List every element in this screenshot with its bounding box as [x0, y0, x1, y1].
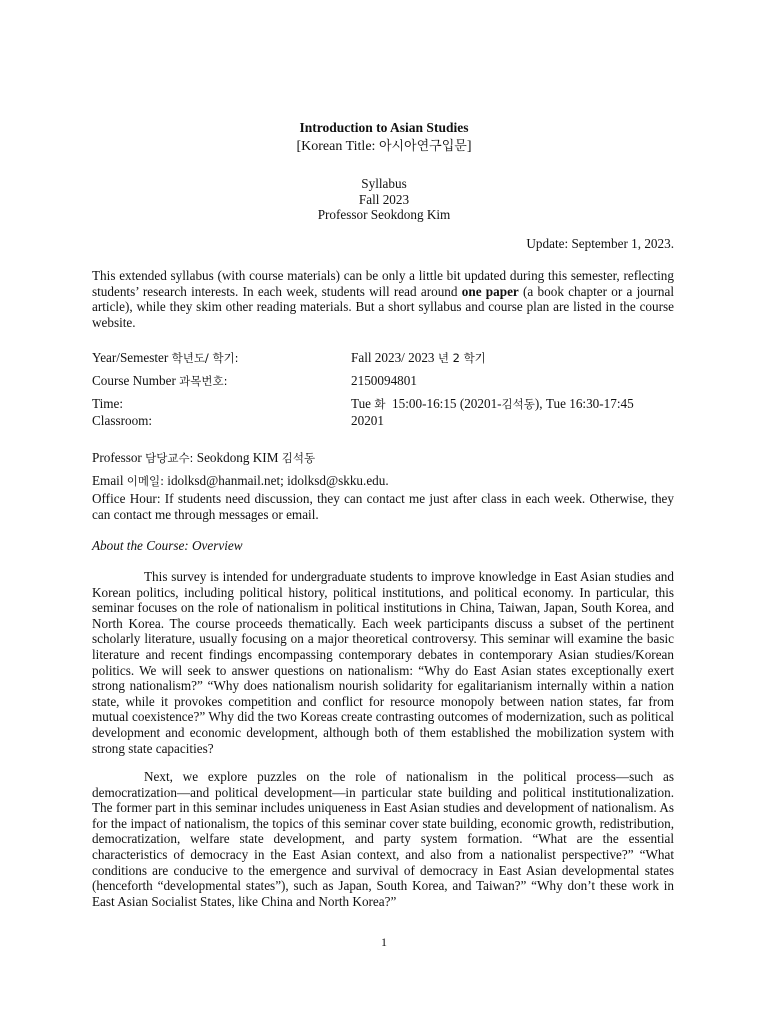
course-label-en: Course Number — [92, 373, 176, 388]
year-value — [351, 350, 486, 367]
paragraph-2-text: Next, we explore puzzles on the role of nationalism in the political process—such as democratization—and political development—in particular state building and political institutionalization. The former part in this seminar includes uniqueness in East Asian studies and development of nationalism. As for the impact of nationalism, the topics of this seminar cover state building, economic growth, redistribution, democratization, welfare state development, and party system formation. “What are the essential characteristics of democracy in the East Asian context, and also from a nationalist perspective?” “What conditions are conducive to the emergence and survival of democracy in East Asian developmental states (henceforth “developmental states”), such as Japan, South Korea, and Taiwan?” “Why don’t these work in East Asian Socialist States, like China and North Korea?” — [92, 769, 674, 909]
korean-title — [0, 139, 768, 155]
professor-line-name: Seokdong KIM — [196, 450, 279, 465]
time-value — [351, 396, 634, 413]
year-value-en: Fall 2023/ 2023 — [351, 350, 435, 365]
intro-text-a: This extended syllabus (with course materials) can be only a little bit updated during this semester, reflecting students’ research interests. In each week, students will read around — [92, 268, 674, 299]
about-heading: About the Course: Overview — [92, 538, 243, 553]
time-value-kr2: 김석동 — [501, 397, 535, 411]
overview-paragraph-1 — [92, 569, 674, 756]
email-value: idolksd@hanmail.net; idolksd@skku.edu. — [167, 473, 389, 488]
year-label-kr: 학년도/ 학기: — [171, 351, 239, 365]
syllabus-label: Syllabus — [361, 176, 407, 191]
professor-line-name-kr: 김석동 — [281, 451, 316, 465]
professor-label: Professor Seokdong Kim — [317, 207, 451, 222]
office-hour: Office Hour: If students need discussion, they can contact me just after class in each week. Otherwise, they can contact me through messages or email. — [92, 491, 674, 522]
course-title: Introduction to Asian Studies — [299, 120, 469, 135]
email-line — [92, 473, 389, 490]
time-value-c: ), Tue 16:30-17:45 — [534, 396, 634, 411]
year-label — [92, 350, 239, 367]
email-label: Email — [92, 473, 124, 488]
course-label — [92, 373, 227, 390]
intro-bold: one paper — [461, 283, 519, 299]
time-label: Time: — [92, 396, 124, 411]
classroom-value: 20201 — [351, 413, 384, 428]
professor-line — [92, 450, 315, 467]
course-label-kr: 과목번호: — [179, 374, 228, 388]
classroom-label: Classroom: — [92, 413, 153, 428]
intro-text-b: (a book chapter or a journal article), while they skim other reading materials. But a short syllabus and course plan are listed in the course website. — [92, 283, 674, 330]
intro-paragraph — [92, 268, 674, 330]
korean-title-prefix: [Korean Title: — [296, 139, 379, 154]
korean-title-text: 아시아연구입문 — [378, 139, 467, 154]
korean-title-suffix: ] — [466, 139, 472, 154]
paragraph-1-text: This survey is intended for undergraduate students to improve knowledge in East Asian studies and Korean politics, including political history, political institutions, and political economy. In particular, this seminar focuses on the role of nationalism in political institutions in China, Taiwan, Japan, South Korea, and North Korea. The course proceeds thematically. Each week participants discuss a subset of the pertinent scholarly literature, usually focusing on a major theoretical controversy. This seminar will examine the basic literature and recent findings encompassing contemporary debates in contemporary Asian studies/Korean politics. We will seek to answer questions on nationalism: “Why do East Asian states exceptionally exert strong nationalism?” “Why does nationalism nourish solidarity for egalitarianism internally within a nation state, while it provokes competition and conflict for resource monopoly between nation states, far from mutual coexistence?” Why did the two Koreas create contrasting outcomes of modernization, such as political development and economic development, although both of them established the mobilization system with strong state capacities? — [92, 569, 674, 756]
overview-paragraph-2 — [92, 769, 674, 909]
year-value-kr: 년 2 학기 — [437, 351, 486, 365]
time-value-kr1: 화 — [374, 397, 386, 411]
year-label-en: Year/Semester — [92, 350, 169, 365]
professor-line-label-kr: 담당교수: — [145, 451, 194, 465]
time-value-b: 15:00-16:15 (20201- — [392, 396, 502, 411]
email-label-kr: 이메일: — [126, 474, 164, 488]
course-value: 2150094801 — [351, 373, 417, 388]
time-value-a: Tue — [351, 396, 372, 411]
professor-line-label: Professor — [92, 450, 142, 465]
update-date: Update: September 1, 2023. — [526, 236, 674, 251]
term-label: Fall 2023 — [358, 191, 410, 207]
syllabus-meta — [0, 176, 768, 223]
page-number: 1 — [381, 935, 387, 949]
